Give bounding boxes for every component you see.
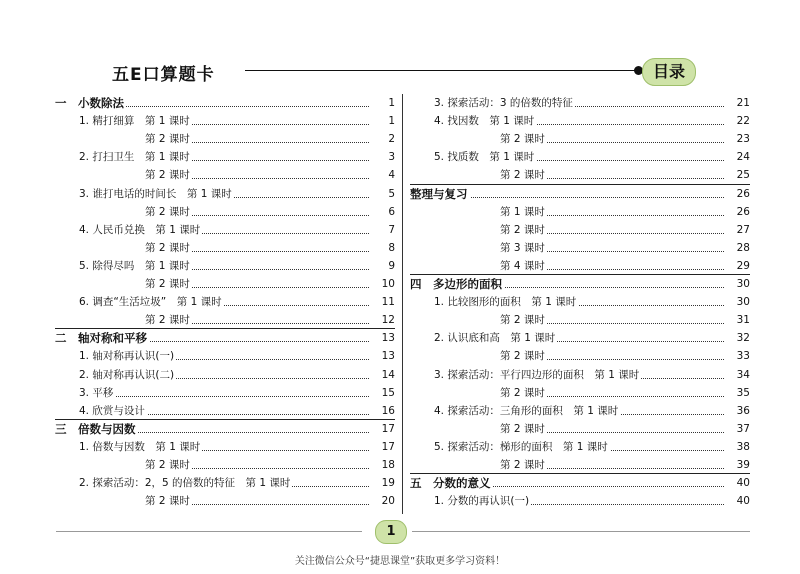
toc-entry-title: 5. 探索活动：梯形的面积 第 1 课时 (434, 438, 610, 456)
toc-entry-title: 第 2 课时 (500, 130, 547, 148)
toc-page-number: 6 (388, 205, 395, 218)
toc-entry[interactable] (55, 402, 395, 420)
toc-entry-title: 4. 找因数 第 1 课时 (434, 112, 536, 130)
toc-entry-title: 2. 轴对称再认识(二) (79, 366, 176, 384)
toc-page-number: 4 (388, 169, 395, 182)
toc-entry-title: 1. 倍数与因数 第 1 课时 (79, 438, 202, 456)
toc-section[interactable] (410, 474, 750, 492)
toc-page-number: 11 (381, 296, 395, 309)
toc-section-title: 整理与复习 (410, 186, 468, 201)
toc-entry[interactable] (410, 347, 750, 365)
toc-page-number: 9 (388, 259, 395, 272)
toc-page-number: 15 (381, 386, 395, 399)
toc-entry-title: 2. 认识底和高 第 1 课时 (434, 329, 557, 347)
toc-page-number: 32 (736, 332, 750, 345)
toc-entry[interactable] (55, 438, 395, 456)
toc-page-number: 8 (388, 241, 395, 254)
toc-page-number: 27 (736, 223, 750, 236)
footer-note: 关注微信公众号“捷思课堂”获取更多学习资料！ (294, 556, 506, 567)
toc-right-column (410, 94, 750, 514)
toc-entry[interactable] (410, 166, 750, 184)
toc-page-number: 30 (736, 278, 750, 290)
toc-entry[interactable] (55, 203, 395, 221)
toc-entry[interactable] (55, 166, 395, 184)
toc-entry[interactable] (410, 239, 750, 257)
toc-left-column (55, 94, 395, 514)
toc-page-number: 38 (736, 440, 750, 453)
toc-entry[interactable] (410, 311, 750, 329)
toc-page-number: 35 (736, 386, 750, 399)
toc-page-number: 40 (736, 477, 750, 490)
toc-page-number: 34 (736, 368, 750, 381)
brand-title: 五E口算题卡 (112, 65, 215, 85)
toc-page-number: 18 (381, 459, 395, 471)
toc-badge (642, 58, 696, 86)
toc-entry[interactable] (55, 185, 395, 203)
toc-entry[interactable] (55, 112, 395, 130)
toc-entry-title: 6. 调查“生活垃圾” 第 1 课时 (79, 293, 224, 311)
toc-entry-title: 4. 欣赏与设计 (79, 402, 147, 420)
toc-page-number: 16 (381, 404, 395, 417)
toc-entry-title: 第 4 课时 (500, 257, 547, 275)
toc-entry[interactable] (410, 257, 750, 275)
toc-entry-title: 第 3 课时 (500, 239, 547, 257)
toc-entry-title: 1. 精打细算 第 1 课时 (79, 112, 192, 130)
toc-entry[interactable] (55, 456, 395, 474)
toc-entry-title: 第 2 课时 (500, 166, 547, 184)
header-rule (245, 70, 635, 71)
toc-section-title: 一 小数除法 (55, 96, 124, 110)
toc-page-number: 33 (736, 350, 750, 363)
toc-entry[interactable] (410, 329, 750, 347)
toc-entry[interactable] (55, 221, 395, 239)
toc-page-number: 19 (381, 477, 395, 490)
toc-entry-title: 第 2 课时 (145, 239, 192, 257)
toc-page-number: 13 (381, 350, 395, 363)
toc-entry-title: 1. 分数的再认识(一) (434, 492, 531, 510)
header (0, 0, 800, 90)
toc-page-number: 1 (388, 97, 395, 109)
toc-page-number: 5 (388, 187, 395, 200)
toc-entry[interactable] (410, 148, 750, 166)
toc-page-number: 26 (736, 205, 750, 218)
toc-entry-title: 第 2 课时 (145, 203, 192, 221)
toc-page-number: 37 (736, 422, 750, 435)
toc-entry-title: 3. 平移 (79, 384, 115, 402)
toc-entry-title: 1. 轴对称再认识(一) (79, 347, 176, 365)
toc-section-title: 二 轴对称和平移 (55, 331, 147, 346)
toc-section[interactable] (55, 94, 395, 112)
toc-page-number: 40 (736, 495, 750, 508)
toc-entry-title: 第 2 课时 (500, 456, 547, 474)
toc-page-number: 2 (388, 133, 395, 146)
toc-entry-title: 1. 比较图形的面积 第 1 课时 (434, 293, 578, 311)
toc-page-number: 17 (381, 440, 395, 453)
toc-page-number: 22 (736, 115, 750, 128)
toc-entry-title: 第 2 课时 (500, 384, 547, 402)
toc-entry[interactable] (410, 130, 750, 148)
toc-page-number: 31 (736, 314, 750, 327)
toc-page-number: 25 (736, 169, 750, 182)
toc-entry-title: 4. 人民币兑换 第 1 课时 (79, 221, 202, 239)
toc-entry-title: 第 2 课时 (145, 130, 192, 148)
toc-page-number: 10 (381, 278, 395, 290)
toc-entry-title: 2. 打扫卫生 第 1 课时 (79, 148, 192, 166)
toc-page-number: 26 (736, 187, 750, 200)
toc-entry[interactable] (410, 203, 750, 221)
toc-entry[interactable] (410, 420, 750, 438)
toc-page-number: 3 (388, 151, 395, 164)
toc-entry-title: 第 2 课时 (500, 311, 547, 329)
column-divider (402, 94, 403, 514)
toc-page-number: 39 (736, 459, 750, 471)
toc-entry-title: 5. 找质数 第 1 课时 (434, 148, 536, 166)
toc-page-number: 7 (388, 223, 395, 236)
toc-entry[interactable] (55, 366, 395, 384)
toc-page-number: 36 (736, 404, 750, 417)
toc-entry[interactable] (410, 94, 750, 112)
toc-entry-title: 第 2 课时 (500, 347, 547, 365)
page-number: 1 (375, 520, 407, 544)
toc-page-number: 14 (381, 368, 395, 381)
toc-entry-title: 3. 探索活动：平行四边形的面积 第 1 课时 (434, 366, 641, 384)
toc-entry-title: 3. 谁打电话的时间长 第 1 课时 (79, 185, 234, 203)
toc-entry[interactable] (55, 311, 395, 329)
toc-entry[interactable] (55, 275, 395, 293)
toc-page-number: 20 (381, 495, 395, 508)
toc-entry[interactable] (410, 221, 750, 239)
toc-badge-label: 目录 (652, 62, 685, 81)
toc-entry-title: 第 2 课时 (145, 492, 192, 510)
toc-section-title: 四 多边形的面积 (410, 277, 502, 291)
toc-entry[interactable] (410, 402, 750, 420)
toc-entry[interactable] (55, 492, 395, 510)
toc-page-number: 24 (736, 151, 750, 164)
toc-entry-title: 5. 除得尽吗 第 1 课时 (79, 257, 192, 275)
footer-rule-right (412, 531, 750, 532)
toc-entry[interactable] (55, 148, 395, 166)
toc-entry-title: 3. 探索活动：3 的倍数的特征 (434, 94, 575, 112)
toc-entry-title: 2. 探索活动：2，5 的倍数的特征 第 1 课时 (79, 474, 292, 492)
toc-entry[interactable] (410, 456, 750, 474)
toc-section[interactable] (55, 420, 395, 438)
toc-entry[interactable] (410, 112, 750, 130)
toc-entry[interactable] (55, 257, 395, 275)
toc-entry-title: 第 2 课时 (500, 221, 547, 239)
toc-section-title: 三 倍数与因数 (55, 421, 136, 436)
toc-entry-title: 第 1 课时 (500, 203, 547, 221)
toc-entry-title: 第 2 课时 (145, 275, 192, 293)
dot-leader (79, 396, 369, 397)
toc-page-number: 28 (736, 241, 750, 254)
toc-entry[interactable] (410, 492, 750, 510)
footer-rule-left (56, 531, 362, 532)
toc-entry-title: 第 2 课时 (500, 420, 547, 438)
toc-entry[interactable] (410, 293, 750, 311)
toc-page-number: 12 (381, 314, 395, 327)
toc-entry[interactable] (55, 474, 395, 492)
toc-section[interactable] (55, 329, 395, 347)
toc-entry[interactable] (55, 239, 395, 257)
toc-page-number: 29 (736, 259, 750, 272)
toc-entry[interactable] (410, 384, 750, 402)
toc-entry-title: 第 2 课时 (145, 311, 192, 329)
toc-page-number: 30 (736, 296, 750, 309)
toc-entry-title: 4. 探索活动：三角形的面积 第 1 课时 (434, 402, 620, 420)
toc-entry[interactable] (55, 384, 395, 402)
toc-page-number: 17 (381, 422, 395, 435)
toc-page-number: 21 (736, 97, 750, 109)
toc-entry-title: 第 2 课时 (145, 166, 192, 184)
toc-entry[interactable] (55, 347, 395, 365)
toc-entry-title: 第 2 课时 (145, 456, 192, 474)
toc-entry[interactable] (55, 130, 395, 148)
toc-page-number: 13 (381, 332, 395, 345)
toc-section[interactable] (410, 275, 750, 293)
toc-entry[interactable] (410, 438, 750, 456)
toc-section-title: 五 分数的意义 (410, 476, 491, 491)
toc-entry[interactable] (410, 366, 750, 384)
toc-entry[interactable] (55, 293, 395, 311)
toc-page-number: 23 (736, 133, 750, 146)
toc-page-number: 1 (388, 115, 395, 128)
toc-section[interactable] (410, 185, 750, 203)
